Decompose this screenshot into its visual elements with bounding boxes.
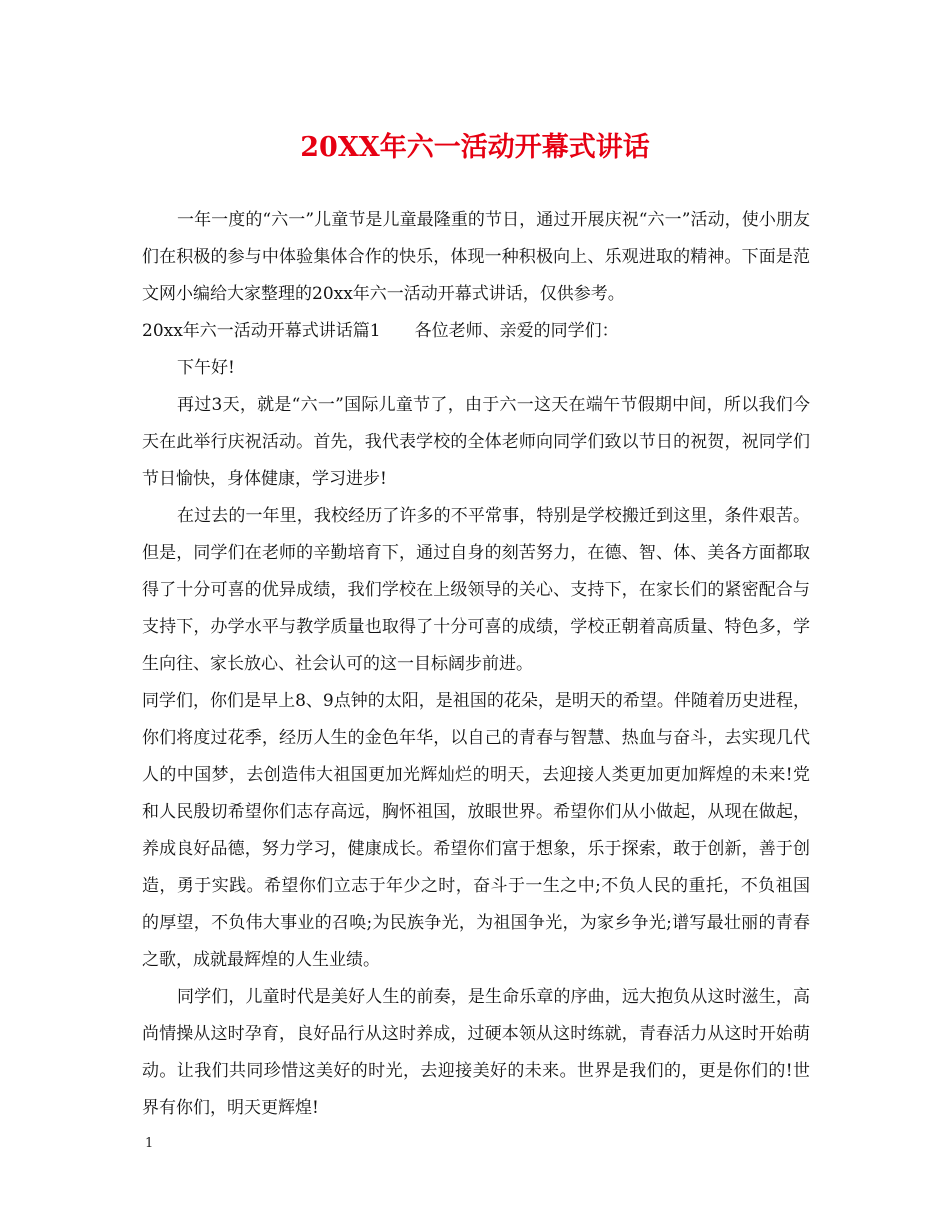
body-paragraph-4: 同学们，儿童时代是美好人生的前奏，是生命乐章的序曲，远大抱负从这时滋生，高尚情操从这时孕育，良好品行从这时养成，过硬本领从这时练就，青春活力从这时开始萌动。让我们共同珍惜这美好的时光，去迎接美好的未来。世界是我们的，更是你们的!世界有你们，明天更辉煌!: [142, 987, 810, 1118]
body-paragraph-1: 再过3天，就是“六一”国际儿童节了，由于六一这天在端午节假期中间，所以我们今天在此举行庆祝活动。首先，我代表学校的全体老师向同学们致以节日的祝贺，祝同学们节日愉快，身体健康，学习进步!: [142, 395, 810, 489]
document-body: [142, 202, 810, 1127]
document-title: 20XX年六一活动开幕式讲话: [300, 132, 650, 163]
section-heading-line: 20xx年六一活动开幕式讲话篇1 各位老师、亲爱的同学们：: [142, 321, 619, 341]
page-number: 1: [145, 1136, 154, 1151]
greeting-paragraph: 下午好!: [177, 358, 235, 378]
body-paragraph-2: 在过去的一年里，我校经历了许多的不平常事，特别是学校搬迁到这里，条件艰苦。但是，同学们在老师的辛勤培育下，通过自身的刻苦努力，在德、智、体、美各方面都取得了十分可喜的优异成绩，我们学校在上级领导的关心、支持下，在家长们的紧密配合与支持下，办学水平与教学质量也取得了十分可喜的成绩，学校正朝着高质量、特色多，学生向往、家长放心、社会认可的这一目标阔步前进。: [142, 506, 810, 674]
body-paragraph-3: 同学们，你们是早上8、9点钟的太阳，是祖国的花朵，是明天的希望。伴随着历史进程，你们将度过花季，经历人生的金色年华，以自己的青春与智慧、热血与奋斗，去实现几代人的中国梦，去创造伟大祖国更加光辉灿烂的明天，去迎接人类更加更加辉煌的未来!党和人民殷切希望你们志存高远，胸怀祖国，放眼世界。希望你们从小做起，从现在做起，养成良好品德，努力学习，健康成长。希望你们富于想象，乐于探索，敢于创新，善于创造，勇于实践。希望你们立志于年少之时，奋斗于一生之中;不负人民的重托，不负祖国的厚望，不负伟大事业的召唤;为民族争光，为祖国争光，为家乡争光;谱写最壮丽的青春之歌，成就最辉煌的人生业绩。: [142, 691, 810, 970]
intro-paragraph: 一年一度的“六一”儿童节是儿童最隆重的节日，通过开展庆祝“六一”活动，使小朋友们在积极的参与中体验集体合作的快乐，体现一种积极向上、乐观进取的精神。下面是范文网小编给大家整理的20xx年六一活动开幕式讲话，仅供参考。: [142, 210, 810, 304]
